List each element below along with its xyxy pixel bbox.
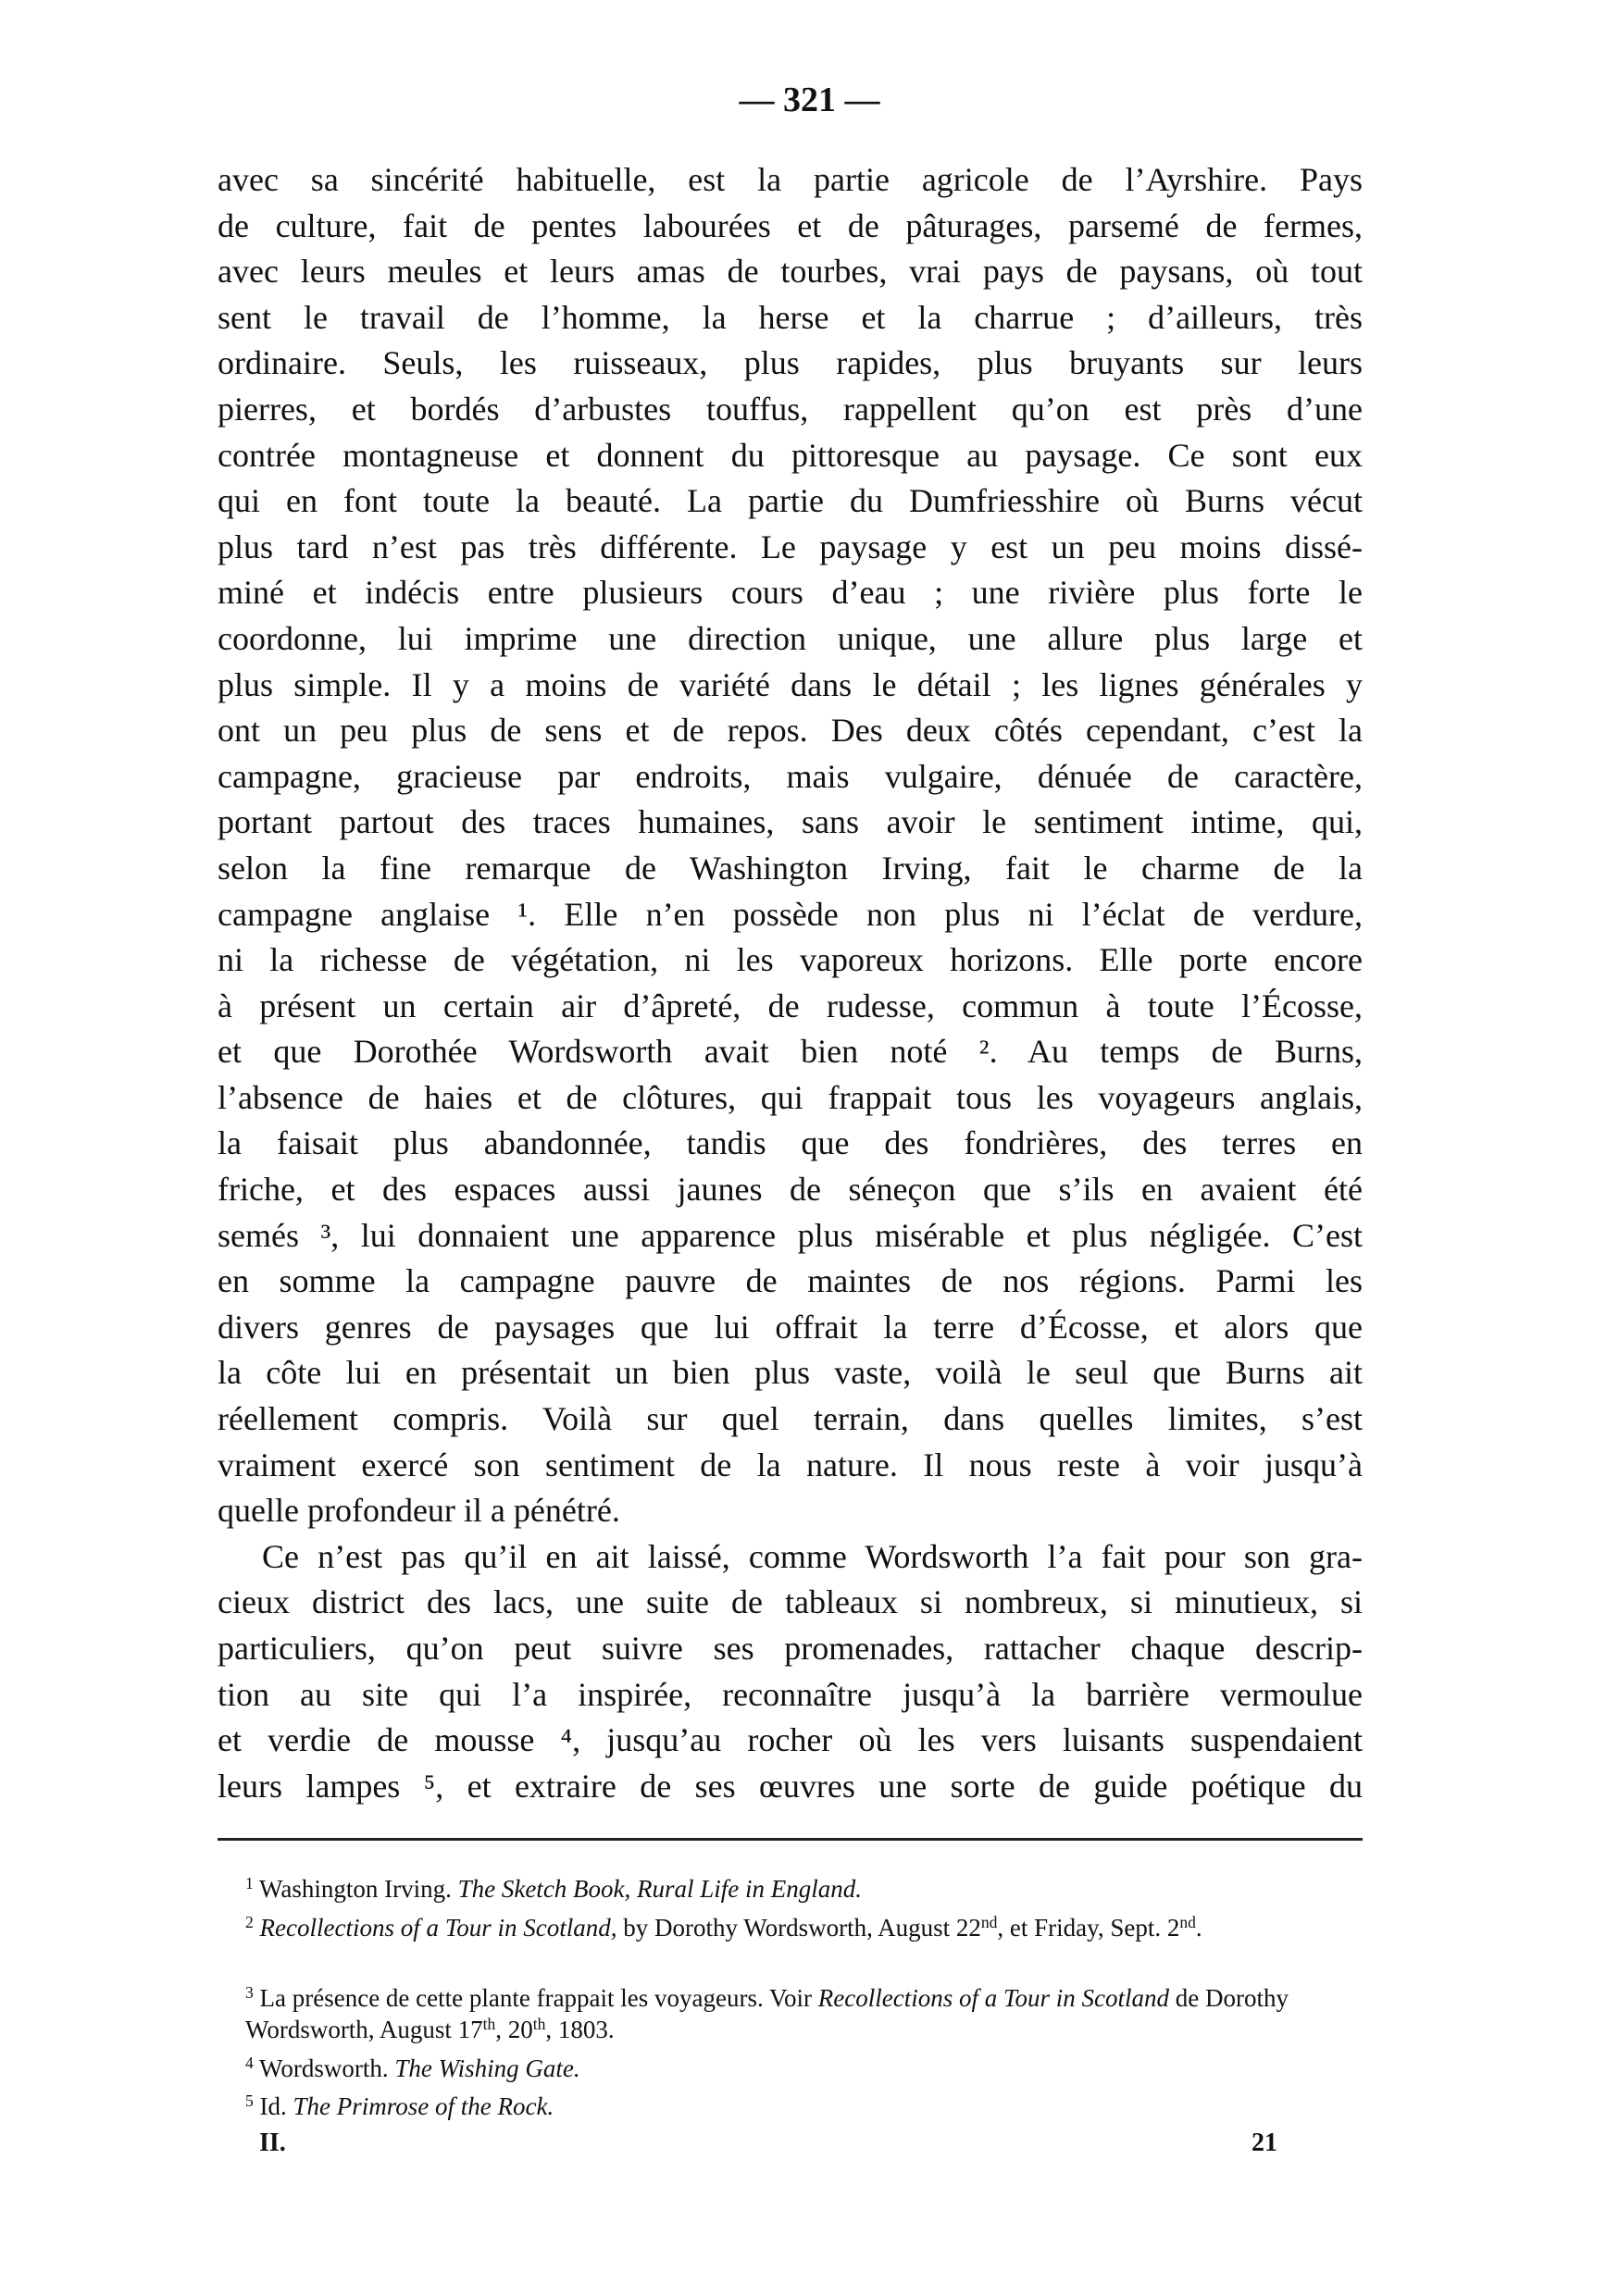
text-line: semés ³, lui donnaient une apparence plus misérable et plus négligée. C’est (218, 1216, 1363, 1254)
footnote-2: $^2$ Recollections of a Tour in Scotland, by Dorothy Wordsworth, August 22nd, et Friday, Sept. 2nd. (245, 1913, 1202, 1942)
text-line: qui en font toute la beauté. La partie du Dumfriesshire où Burns vécut (218, 482, 1363, 520)
text-line: avec leurs meules et leurs amas de tourbes, vrai pays de paysans, où tout (218, 253, 1363, 291)
text-line: avec sa sincérité habituelle, est la partie agricole de l’Ayrshire. Pays (218, 161, 1363, 198)
footnote-4: $^4$ Wordsworth. The Wishing Gate. (245, 2054, 580, 2082)
text-line: selon la fine remarque de Washington Irving, fait le charme de la (218, 849, 1363, 887)
text-line: ont un peu plus de sens et de repos. Des deux côtés cependant, c’est la (218, 712, 1363, 750)
text-line: Ce n’est pas qu’il en ait laissé, comme Wordsworth l’a fait pour son gra- (262, 1537, 1363, 1575)
text-line: particuliers, qu’on peut suivre ses promenades, rattacher chaque descrip- (218, 1630, 1363, 1667)
text-line: et verdie de mousse ⁴, jusqu’au rocher où les vers luisants suspendaient (218, 1721, 1363, 1759)
text-line: sent le travail de l’homme, la herse et la charrue ; d’ailleurs, très (218, 298, 1363, 336)
text-line: en somme la campagne pauvre de maintes de nos régions. Parmi les (218, 1262, 1363, 1300)
text-line: campagne anglaise ¹. Elle n’en possède non plus ni l’éclat de verdure, (218, 895, 1363, 933)
text-line: de culture, fait de pentes labourées et de pâturages, parsemé de fermes, (218, 206, 1363, 244)
body-text (218, 157, 1363, 1809)
text-line: portant partout des traces humaines, sans avoir le sentiment intime, qui, (218, 803, 1363, 841)
sheet-number: 21 (1252, 2128, 1277, 2157)
text-line: ordinaire. Seuls, les ruisseaux, plus rapides, plus bruyants sur leurs (218, 344, 1363, 382)
page-number: — 321 — (739, 81, 880, 119)
text-line: divers genres de paysages que lui offrait la terre d’Écosse, et alors que (218, 1308, 1363, 1346)
text-line: plus tard n’est pas très différente. Le paysage y est un peu moins dissé- (218, 527, 1363, 565)
text-line: leurs lampes ⁵, et extraire de ses œuvres une sorte de guide poétique du (218, 1767, 1363, 1805)
text-line: coordonne, lui imprime une direction unique, une allure plus large et (218, 619, 1363, 657)
text-line: contrée montagneuse et donnent du pittoresque au paysage. Ce sont eux (218, 436, 1363, 474)
text-line: tion au site qui l’a inspirée, reconnaître jusqu’à la barrière vermoulue (218, 1675, 1363, 1713)
text-line: la côte lui en présentait un bien plus vaste, voilà le seul que Burns ait (218, 1354, 1363, 1392)
text-line: campagne, gracieuse par endroits, mais vulgaire, dénuée de caractère, (218, 757, 1363, 795)
signature-mark: II. (259, 2128, 286, 2157)
text-line: et que Dorothée Wordsworth avait bien noté ². Au temps de Burns, (218, 1033, 1363, 1071)
footnote-3: $^3$ La présence de cette plante frappait les voyageurs. Voir Recollections of a Tour in Scotland de Dorothy Wordsworth, August 17th, 20th, 1803. (245, 1983, 1289, 2043)
text-line: vraiment exercé son sentiment de la nature. Il nous reste à voir jusqu’à (218, 1446, 1363, 1483)
text-line: friche, et des espaces aussi jaunes de séneçon que s’ils en avaient été (218, 1171, 1363, 1209)
text-line: à présent un certain air d’âpreté, de rudesse, commun à toute l’Écosse, (218, 987, 1363, 1024)
text-line: l’absence de haies et de clôtures, qui frappait tous les voyageurs anglais, (218, 1078, 1363, 1116)
text-line: plus simple. Il y a moins de variété dans le détail ; les lignes générales y (218, 665, 1363, 703)
text-line: quelle profondeur il a pénétré. (218, 1492, 620, 1530)
text-line: miné et indécis entre plusieurs cours d’eau ; une rivière plus forte le (218, 574, 1363, 612)
text-line: ni la richesse de végétation, ni les vaporeux horizons. Elle porte encore (218, 941, 1363, 979)
page-footer (259, 2128, 1277, 2158)
text-line: pierres, et bordés d’arbustes touffus, rappellent qu’on est près d’une (218, 390, 1363, 428)
footnote-rule (218, 1838, 1363, 1841)
text-line: cieux district des lacs, une suite de tableaux si nombreux, si minutieux, si (218, 1583, 1363, 1621)
text-line: réellement compris. Voilà sur quel terrain, dans quelles limites, s’est (218, 1400, 1363, 1438)
footnote-5: $^5$ Id. The Primrose of the Rock. (245, 2091, 554, 2120)
text-line: la faisait plus abandonnée, tandis que des fondrières, des terres en (218, 1124, 1363, 1162)
footnote-1: $^1$ Washington Irving. The Sketch Book, Rural Life in England. (245, 1874, 863, 1903)
